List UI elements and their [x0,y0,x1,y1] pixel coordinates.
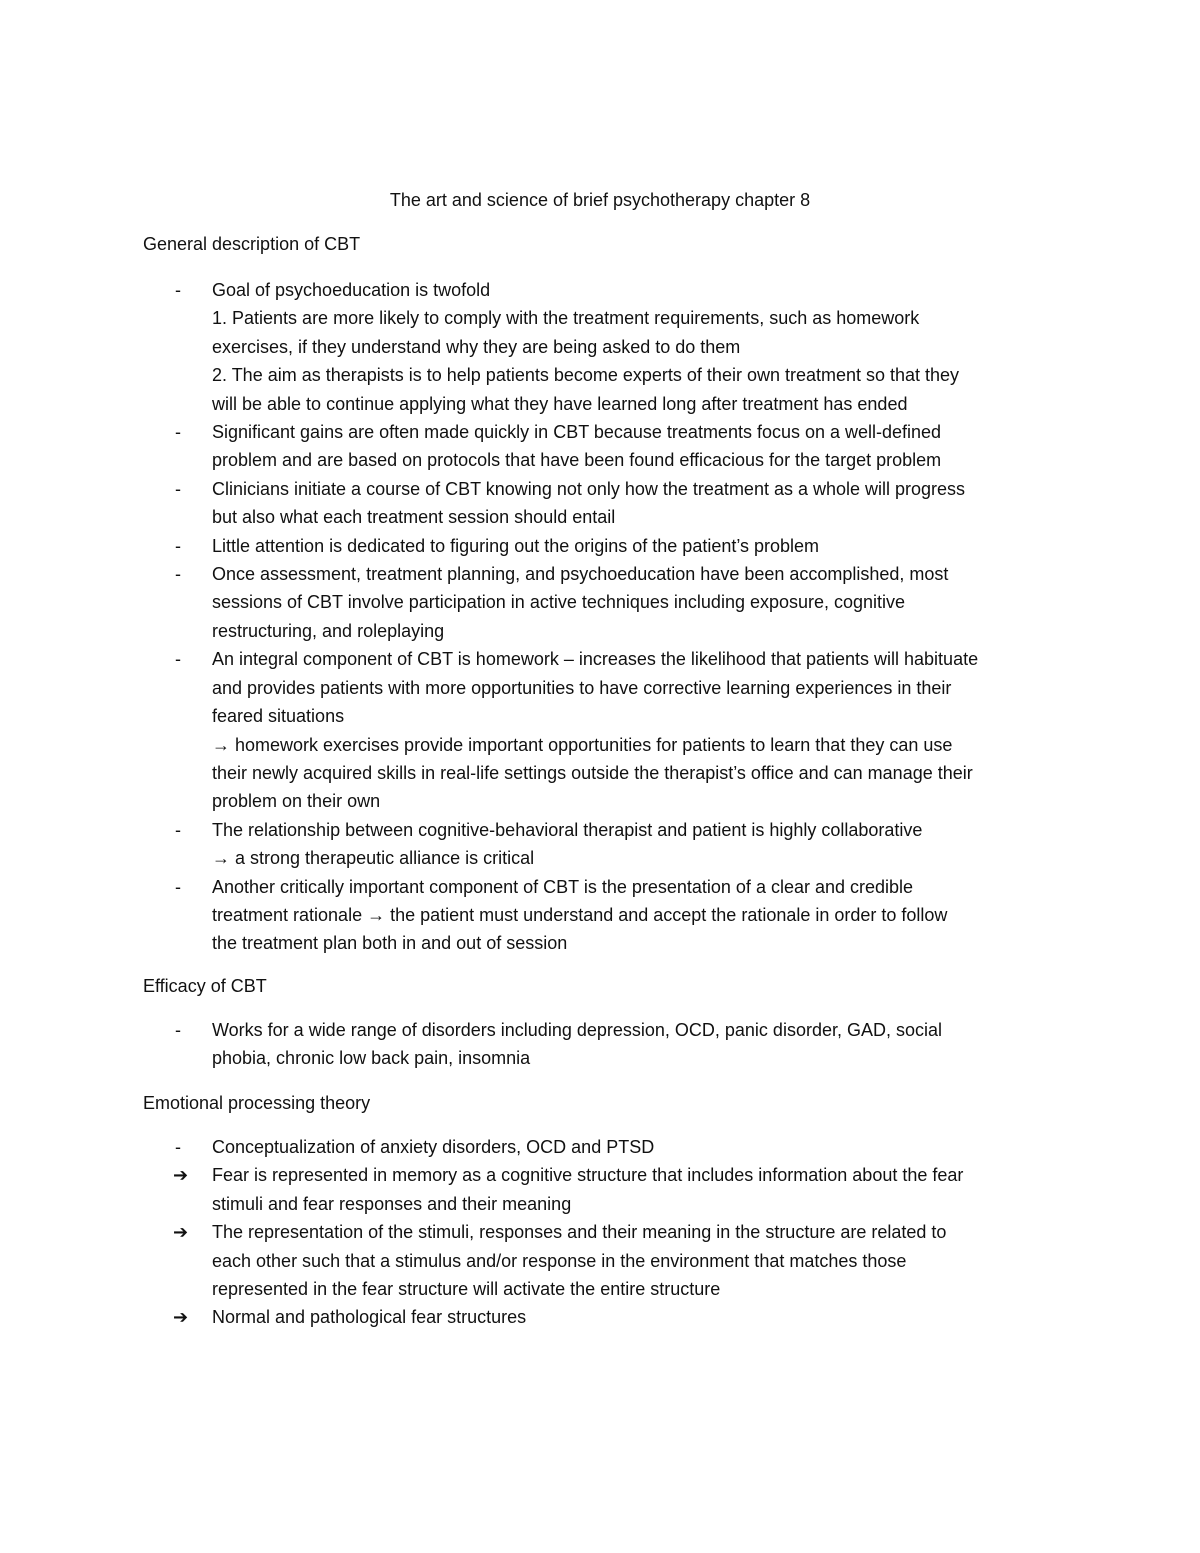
item-line: An integral component of CBT is homework – increases the likelihood that patients will habituate [212,649,979,670]
item-line: The representation of the stimuli, responses and their meaning in the structure are related to [212,1222,947,1243]
item-line: but also what each treatment session should entail [212,507,616,528]
list-item [143,475,1143,532]
item-line: feared situations [212,706,345,727]
list-item [143,873,1143,958]
arrow-bullet-icon: ➔ [173,1307,189,1328]
dash-marker: - [175,649,181,670]
dash-marker: - [175,1137,181,1157]
item-line: Works for a wide range of disorders including depression, OCD, panic disorder, GAD, social [212,1020,943,1040]
arrow-bullet-icon: ➔ [173,1165,189,1186]
list-item [143,1133,1143,1161]
document-title: The art and science of brief psychotherapy chapter 8 [389,190,811,210]
item-line: Another critically important component of CBT is the presentation of a clear and credible [212,876,914,897]
item-line: treatment rationale → the patient must understand and accept the rationale in order to follow [212,904,948,925]
dash-marker: - [175,1020,181,1040]
list-item [143,276,1143,418]
dash-marker: - [175,422,181,443]
arrow-bullet-icon: ➔ [173,1222,189,1243]
section-heading-efficacy: Efficacy of CBT [143,976,267,996]
dash-marker: - [175,478,181,499]
item-line: Conceptualization of anxiety disorders, OCD and PTSD [212,1137,655,1157]
item-line: problem and are based on protocols that have been found efficacious for the target problem [212,450,942,471]
list-item [143,1218,1143,1303]
list-item [143,645,1143,815]
item-line: the treatment plan both in and out of session [212,933,568,954]
list-item [143,1016,1143,1073]
item-line: stimuli and fear responses and their meaning [212,1193,572,1214]
item-line: Once assessment, treatment planning, and psychoeducation have been accomplished, most [212,564,949,585]
item-line: will be able to continue applying what they have learned long after treatment has ended [212,393,908,414]
dash-marker: - [175,819,181,840]
item-line: Fear is represented in memory as a cognitive structure that includes information about the fear [212,1165,964,1186]
item-line: Significant gains are often made quickly in CBT because treatments focus on a well-defined [212,422,942,443]
item-line: 1. Patients are more likely to comply with the treatment requirements, such as homework [212,308,920,329]
item-line: each other such that a stimulus and/or response in the environment that matches those [212,1250,907,1271]
list-item [143,816,1143,873]
item-line: exercises, if they understand why they are being asked to do them [212,336,741,357]
item-line: → homework exercises provide important opportunities for patients to learn that they can use [212,734,953,755]
dash-marker: - [175,876,181,897]
item-line: Goal of psychoeducation is twofold [212,280,491,300]
section-heading-general: General description of CBT [143,234,361,254]
item-line: Little attention is dedicated to figuring out the origins of the patient’s problem [212,535,820,556]
emotional-bullet-list [143,1133,1143,1332]
item-line: restructuring, and roleplaying [212,620,445,641]
section-heading-emotional: Emotional processing theory [143,1093,371,1113]
list-item [143,1161,1143,1218]
list-item [143,560,1143,645]
item-line: The relationship between cognitive-behavioral therapist and patient is highly collaborative [212,819,923,840]
dash-marker: - [175,535,181,556]
item-line: 2. The aim as therapists is to help patients become experts of their own treatment so that they [212,365,960,386]
list-item [143,532,1143,560]
dash-marker: - [175,564,181,585]
general-bullet-list [143,276,1143,958]
item-line: and provides patients with more opportunities to have corrective learning experiences in their [212,677,952,698]
item-line: their newly acquired skills in real-life settings outside the therapist’s office and can manage their [212,762,973,783]
item-line: represented in the fear structure will activate the entire structure [212,1279,721,1300]
item-line: sessions of CBT involve participation in active techniques including exposure, cognitive [212,592,906,613]
item-line: phobia, chronic low back pain, insomnia [212,1048,531,1069]
item-line: problem on their own [212,791,381,812]
item-line: → a strong therapeutic alliance is critical [212,848,535,869]
dash-marker: - [175,280,181,300]
efficacy-bullet-list [143,1016,1143,1073]
list-item [143,418,1143,475]
list-item [143,1303,1143,1331]
item-line: Clinicians initiate a course of CBT knowing not only how the treatment as a whole will progress [212,478,966,499]
item-line: Normal and pathological fear structures [212,1307,527,1328]
